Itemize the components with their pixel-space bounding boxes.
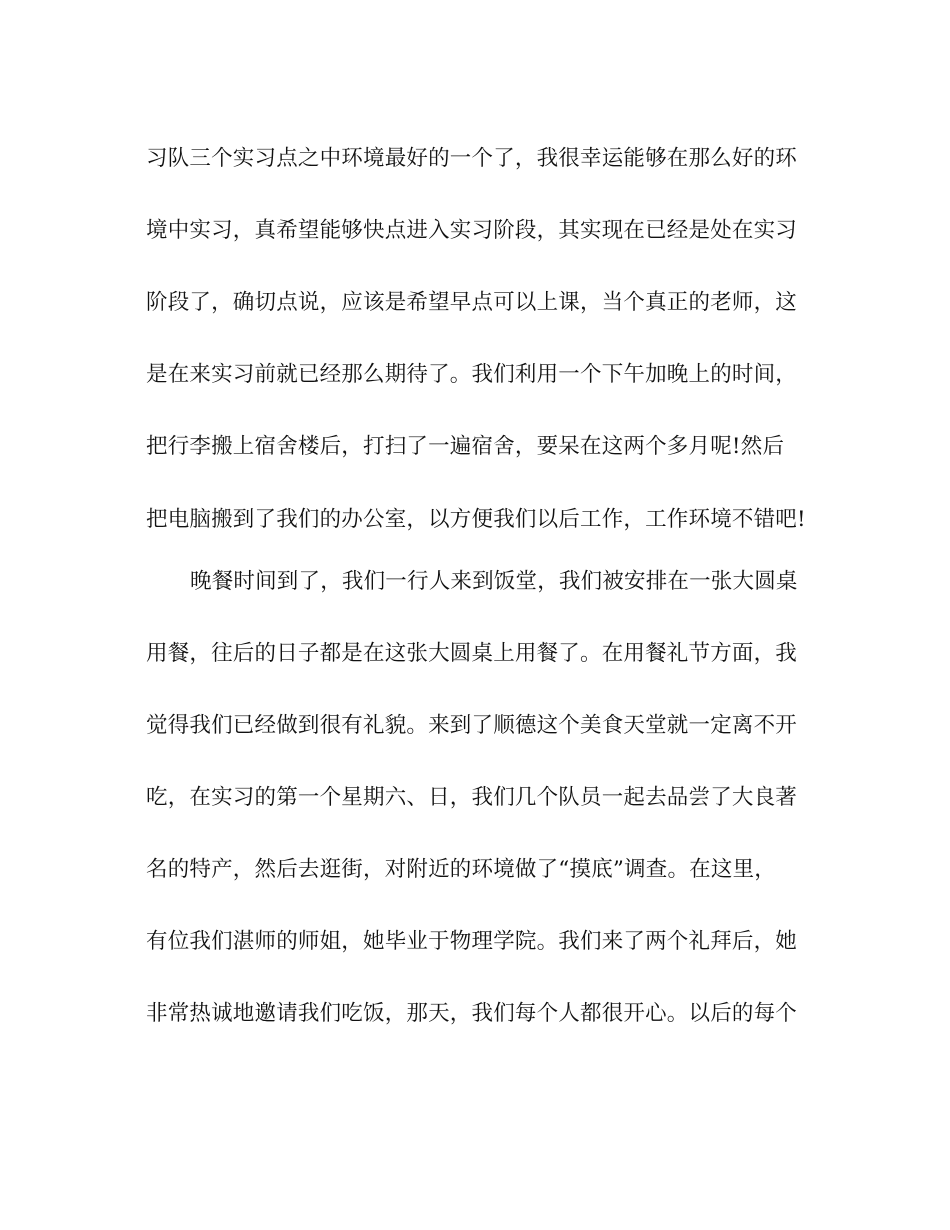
text-line: 名的特产，然后去逛街，对附近的环境做了“摸底”调查。在这里， — [146, 857, 776, 882]
text-line: 把行李搬上宿舍楼后，打扫了一遍宿舍，要呆在这两个多月呢!然后 — [146, 434, 785, 459]
text-line: 阶段了，确切点说，应该是希望早点可以上课，当个真正的老师，这 — [146, 290, 798, 315]
text-line: 境中实习，真希望能够快点进入实习阶段，其实现在已经是处在实习 — [146, 218, 798, 243]
text-line: 晚餐时间到了，我们一行人来到饭堂，我们被安排在一张大圆桌 — [190, 569, 798, 594]
text-line: 吃，在实习的第一个星期六、日，我们几个队员一起去品尝了大良著 — [146, 785, 798, 810]
text-line: 有位我们湛师的师姐，她毕业于物理学院。我们来了两个礼拜后，她 — [146, 929, 798, 954]
text-line: 用餐，往后的日子都是在这张大圆桌上用餐了。在用餐礼节方面，我 — [146, 641, 798, 666]
text-line: 把电脑搬到了我们的办公室，以方便我们以后工作，工作环境不错吧! — [146, 507, 806, 532]
text-line: 习队三个实习点之中环境最好的一个了，我很幸运能够在那么好的环 — [146, 146, 798, 171]
text-line: 觉得我们已经做到很有礼貌。来到了顺德这个美食天堂就一定离不开 — [146, 713, 798, 738]
text-line: 是在来实习前就已经那么期待了。我们利用一个下午加晚上的时间， — [146, 362, 798, 387]
text-line: 非常热诚地邀请我们吃饭，那天，我们每个人都很开心。以后的每个 — [146, 1001, 798, 1026]
